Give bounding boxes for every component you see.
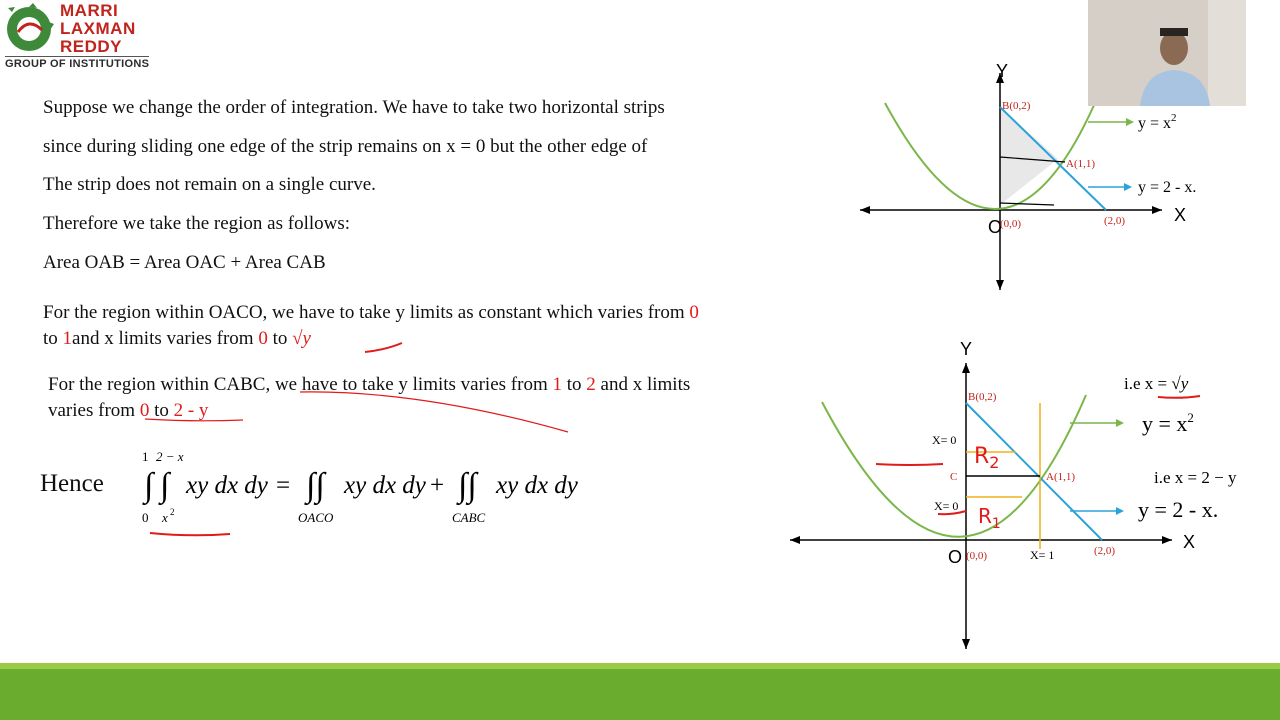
parabola-curve (885, 103, 1095, 209)
equals-sign: = (276, 472, 291, 499)
paragraph-line: since during sliding one edge of the strip remains on x = 0 but the other edge of (43, 136, 648, 157)
paragraph-line (48, 400, 208, 422)
limit-value: √y (292, 328, 311, 349)
curve1-exponent: 2 (1187, 410, 1194, 425)
point-b-label: B(0,2) (1002, 100, 1031, 112)
origin-label: O (948, 547, 963, 567)
lower-limit-exponent: 2 (170, 507, 175, 517)
limit-value: 1 (552, 374, 562, 395)
paragraph-line: Suppose we change the order of integration. We have to take two horizontal strips (43, 97, 665, 118)
x1-label: X= 1 (1030, 548, 1055, 562)
paragraph-line: The strip does not remain on a single curve. (43, 174, 376, 195)
ie-line-label: i.e x = 2 − y (1154, 468, 1237, 487)
x-axis-arrow-left (860, 206, 870, 214)
text-span: and x limits varies from (72, 328, 259, 349)
double-integral-equation (130, 448, 610, 532)
pen-stroke (150, 533, 230, 535)
point-c-label: C (950, 471, 958, 483)
text-span: to (267, 328, 293, 349)
limit-value: 0 (258, 328, 268, 349)
curve1-label (1138, 112, 1177, 132)
origin-coord: (0,0) (1000, 218, 1022, 230)
logo-line: LAXMAN (60, 19, 136, 38)
region-subscript: 1 (991, 516, 1001, 532)
y-axis-arrow-down (962, 639, 970, 649)
paragraph-line (48, 374, 690, 396)
logo-gear-icon (4, 2, 54, 54)
limit-value: 0 (139, 400, 150, 421)
text-span: to (561, 374, 587, 395)
logo-name (60, 2, 136, 56)
pen-stroke (1158, 396, 1200, 398)
integral-sign: ∫∫ (458, 467, 477, 504)
point-20-label: (2,0) (1104, 215, 1126, 227)
integrand: xy dx dy (344, 472, 426, 499)
graph-bottom (780, 335, 1270, 655)
ie-sqrt-label (1124, 374, 1189, 393)
integral-sign: ∫∫ (306, 467, 325, 504)
integrand: xy dx dy (186, 472, 268, 499)
limit-value: 1 (62, 328, 73, 349)
region-label: CABC (452, 510, 486, 525)
arrow-head (1124, 183, 1132, 191)
point-b-label: B(0,2) (968, 391, 997, 403)
logo-line: MARRI (60, 1, 119, 20)
y-axis-arrow-down (996, 280, 1004, 290)
logo-group-text: GROUP OF INSTITUTIONS (5, 58, 150, 70)
lower-limit: 0 (142, 510, 149, 525)
parabola-curve (822, 395, 1086, 537)
point-20-label: (2,0) (1094, 545, 1116, 557)
footer-bar (0, 669, 1280, 720)
presenter-video-icon (1088, 0, 1246, 106)
ie-sqrt: √y (1171, 374, 1189, 393)
area-equation-text: Area OAB = Area OAC + Area CAB (43, 252, 326, 273)
x0-label: X= 0 (934, 499, 959, 513)
y-axis-label: Y (996, 61, 1009, 81)
pen-stroke (365, 343, 402, 352)
arrow-head (1116, 507, 1124, 515)
point-a-label: A(1,1) (1046, 471, 1076, 483)
text-span: For the region within OACO, we have to take y limits as constant which varies from (43, 302, 690, 323)
pen-stroke (876, 464, 943, 465)
paragraph-line (43, 302, 699, 324)
x-axis-arrow-left (790, 536, 800, 544)
limit-value: 2 - y (173, 400, 209, 421)
ie-text: i.e x = (1124, 374, 1172, 393)
y-axis-label: Y (960, 339, 973, 359)
upper-limit: 1 (142, 449, 149, 464)
curve1-text: y = x (1138, 115, 1172, 132)
x-axis-arrow-right (1162, 536, 1172, 544)
limit-value: 2 (586, 374, 596, 395)
region-subscript: 2 (989, 453, 1000, 472)
region-r1-label (978, 504, 1001, 532)
y-axis-arrow-up (962, 363, 970, 373)
region-label: OACO (298, 510, 334, 525)
paragraph-line: Therefore we take the region as follows: (43, 213, 351, 234)
curve1-exponent: 2 (1171, 112, 1177, 124)
x-axis-label: X (1174, 205, 1187, 225)
origin-coord: (0,0) (966, 550, 988, 562)
lower-limit: x (162, 510, 168, 525)
x-axis-arrow-right (1152, 206, 1162, 214)
region-letter: R (978, 504, 992, 528)
integral-sign: ∫ (144, 467, 154, 504)
origin-label: O (988, 217, 1003, 237)
logo-line: REDDY (60, 37, 123, 56)
x0-label: X= 0 (932, 433, 957, 447)
paragraph-line (43, 328, 311, 350)
text-span: varies from (48, 400, 140, 421)
arrow-head (1116, 419, 1124, 427)
webcam-thumbnail (1088, 0, 1246, 106)
horizontal-strip (1000, 203, 1054, 205)
curve2-label: y = 2 - x. (1138, 497, 1219, 522)
curve1-label (1142, 410, 1194, 436)
pen-stroke (300, 392, 568, 432)
integrand: xy dx dy (496, 472, 578, 499)
point-a-label: A(1,1) (1066, 158, 1096, 170)
region-r2-label (974, 444, 999, 472)
x-axis-label: X (1183, 532, 1196, 552)
arrow-head (1126, 118, 1134, 126)
region-letter: R (974, 444, 990, 469)
text-span: to (149, 400, 174, 421)
curve1-text: y = x (1142, 411, 1188, 436)
upper-limit: 2 − x (156, 449, 184, 464)
text-span: For the region within CABC, we have to take y limits varies from (48, 374, 553, 395)
limit-value: 0 (689, 302, 699, 323)
hence-label: Hence (40, 470, 104, 497)
plus-sign: + (430, 472, 445, 499)
integral-sign: ∫ (160, 467, 170, 504)
text-span: and x limits (595, 374, 691, 395)
text-span: to (43, 328, 63, 349)
curve2-label: y = 2 - x. (1138, 179, 1197, 196)
